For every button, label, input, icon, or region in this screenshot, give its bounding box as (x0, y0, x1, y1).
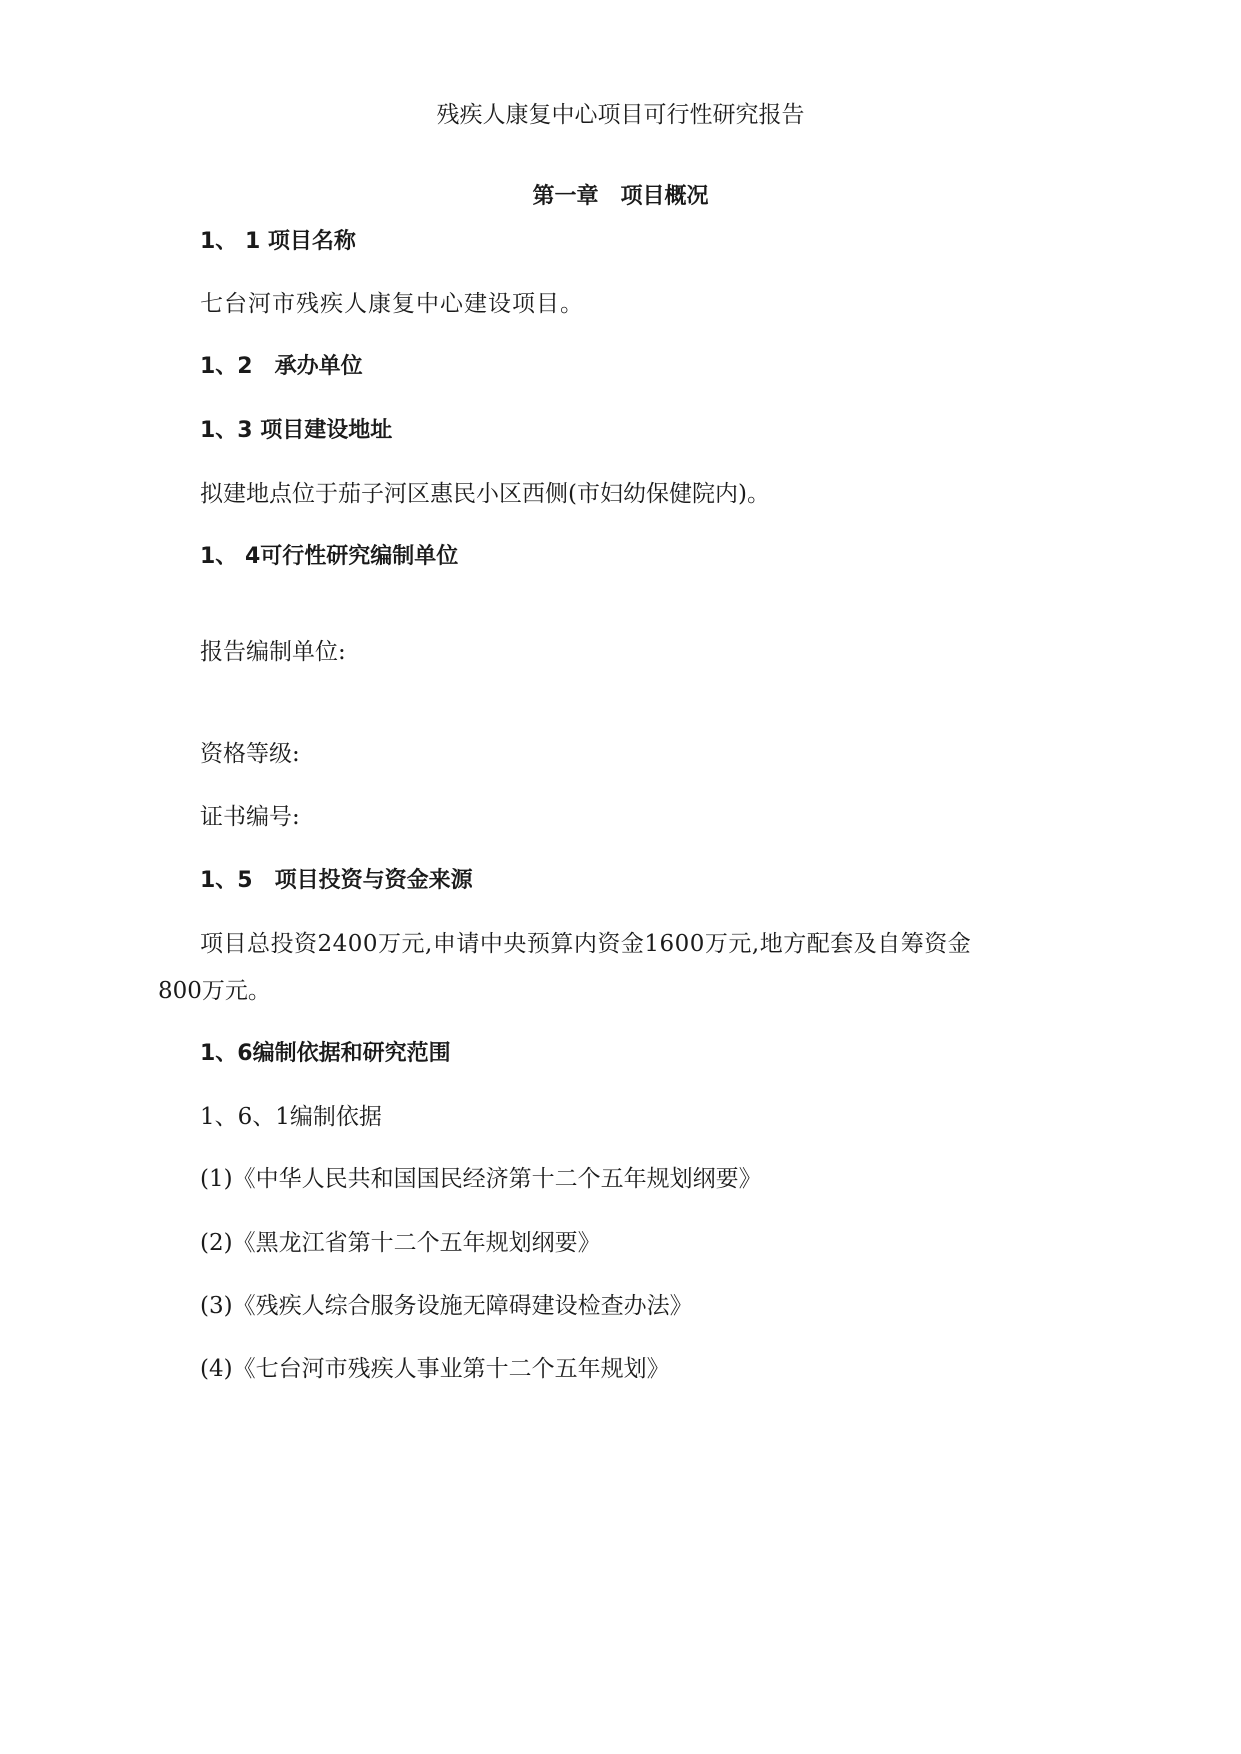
basis-item: (3)《残疾人综合服务设施无障碍建设检查办法》 (200, 1293, 693, 1319)
basis-item: (1)《中华人民共和国国民经济第十二个五年规划纲要》 (200, 1166, 762, 1192)
report-unit-label: 报告编制单位: (200, 639, 346, 665)
certificate-label: 证书编号: (200, 804, 300, 830)
section-heading-1-2: 1、2 承办单位 (200, 354, 363, 379)
investment-text-line2: 800万元。 (158, 978, 271, 1004)
chapter-heading: 第一章 项目概况 (532, 184, 709, 209)
document-title: 残疾人康复中心项目可行性研究报告 (436, 102, 805, 128)
basis-item: (4)《七台河市残疾人事业第十二个五年规划》 (200, 1356, 670, 1382)
section-heading-1-4: 1、 4可行性研究编制单位 (200, 544, 459, 569)
subsection-heading-1-6-1: 1、6、1编制依据 (200, 1104, 382, 1130)
project-name-text: 七台河市残疾人康复中心建设项目。 (200, 291, 584, 317)
address-text: 拟建地点位于茄子河区惠民小区西侧(市妇幼保健院内)。 (200, 481, 770, 507)
basis-item: (2)《黑龙江省第十二个五年规划纲要》 (200, 1230, 601, 1256)
section-heading-1-5: 1、5 项目投资与资金来源 (200, 868, 473, 893)
section-heading-1-6: 1、6编制依据和研究范围 (200, 1041, 451, 1066)
section-heading-1-3: 1、3 项目建设地址 (200, 418, 393, 443)
investment-text-line1: 项目总投资2400万元,申请中央预算内资金1600万元,地方配套及自筹资金 (200, 931, 972, 957)
section-heading-1-1: 1、 1 项目名称 (200, 229, 356, 254)
qualification-label: 资格等级: (200, 741, 300, 767)
